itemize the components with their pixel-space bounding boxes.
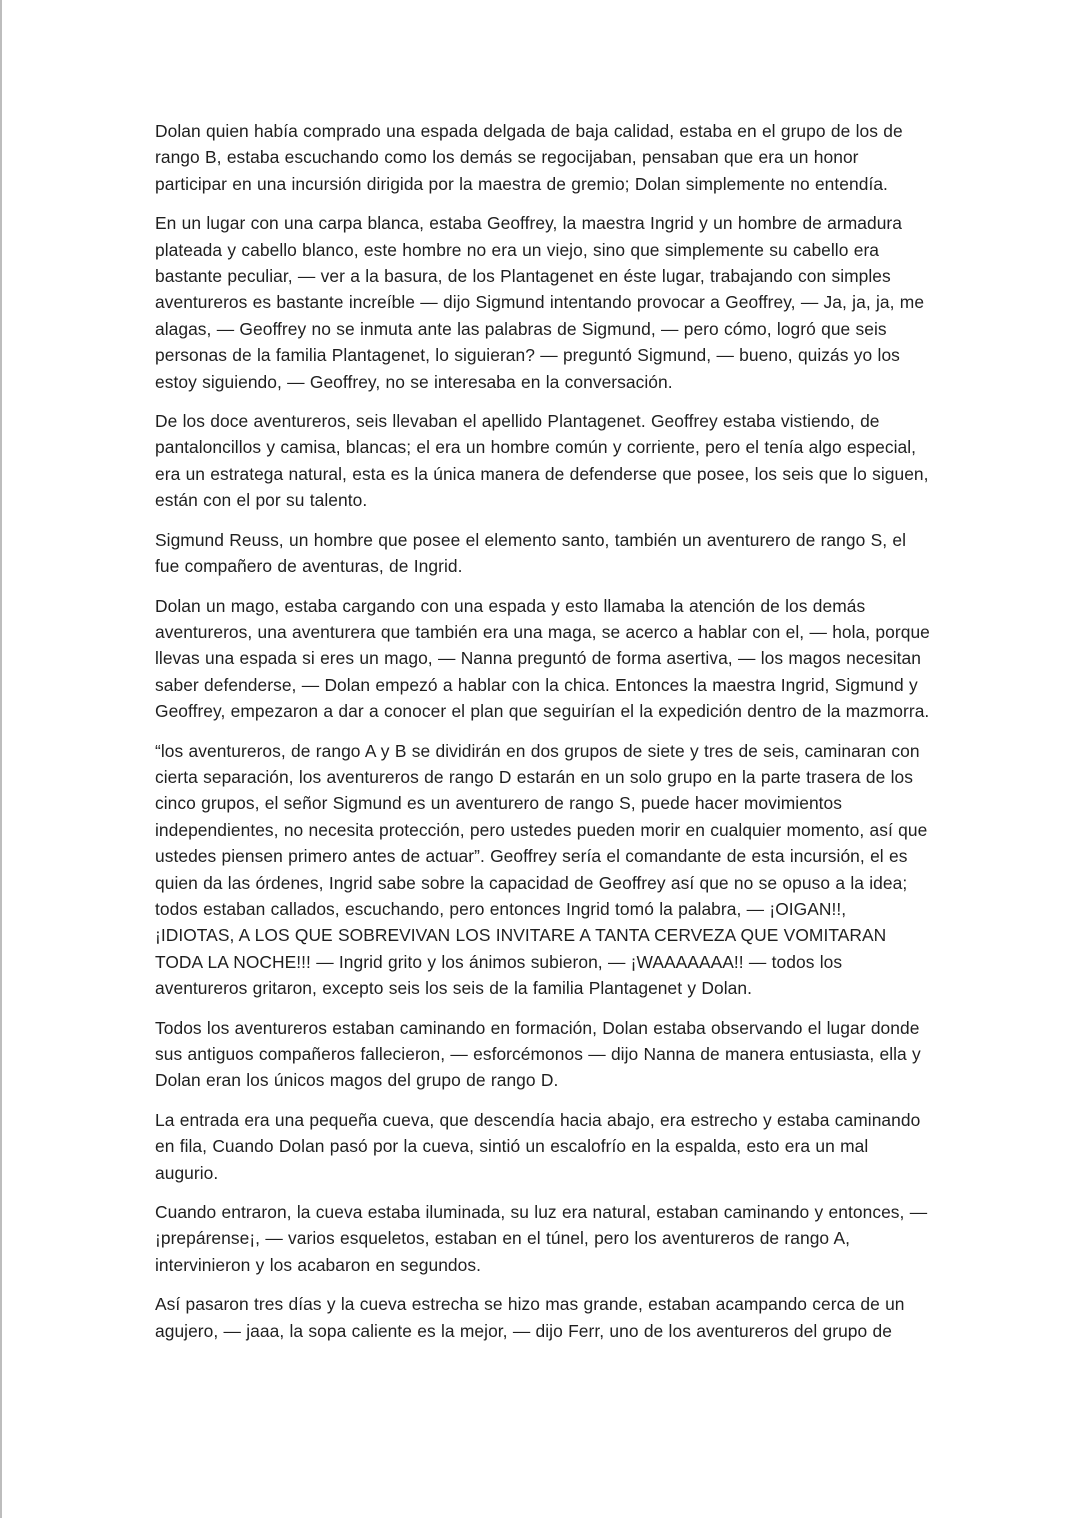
paragraph-5: Dolan un mago, estaba cargando con una espada y esto llamaba la atención de los demás aventureros, una aventurera que también era una maga, se acerco a hablar con el, — hola, porque llevas una espada si eres un mago, — Nanna preguntó de forma asertiva, — los magos necesitan saber defenderse, — Dolan empezó a hablar con la chica. Entonces la maestra Ingrid, Sigmund y Geoffrey, empezaron a dar a conocer el plan que seguirían el la expedición dentro de la mazmorra. <box>155 595 930 722</box>
paragraph-6: “los aventureros, de rango A y B se dividirán en dos grupos de siete y tres de seis, caminaran con cierta separación, los aventureros de rango D estarán en un solo grupo en la parte trasera de los cinco grupos, el señor Sigmund es un aventurero de rango S, puede hacer movimientos independientes, no necesita protección, pero ustedes pueden morir en cualquier momento, así que ustedes piensen primero antes de actuar”. Geoffrey sería el comandante de esta incursión, el es quien da las órdenes, Ingrid sabe sobre la capacidad de Geoffrey así que no se opuso a la idea; todos estaban callados, escuchando, pero entonces Ingrid tomó la palabra, — ¡OIGAN!!, ¡IDIOTAS, A LOS QUE SOBREVIVAN LOS INVITARE A TANTA CERVEZA QUE VOMITARAN TODA LA NOCHE!!! — Ingrid grito y los ánimos subieron, — ¡WAAAAAAA!! — todos los aventureros gritaron, excepto seis los seis de la familia Plantagenet y Dolan. <box>155 740 928 999</box>
paragraph-2: En un lugar con una carpa blanca, estaba Geoffrey, la maestra Ingrid y un hombre de armadura plateada y cabello blanco, este hombre no era un viejo, sino que simplemente su cabello era bastante peculiar, — ver a la basura, de los Plantagenet en éste lugar, trabajando con simples aventureros es bastante increíble — dijo Sigmund intentando provocar a Geoffrey, — Ja, ja, ja, me alagas, — Geoffrey no se inmuta ante las palabras de Sigmund, — pero cómo, logró que seis personas de la familia Plantagenet, lo siguieran? — preguntó Sigmund, — bueno, quizás yo los estoy siguiendo, — Geoffrey, no se interesaba en la conversación. <box>155 213 925 392</box>
paragraph-10: Así pasaron tres días y la cueva estrecha se hizo mas grande, estaban acampando cerca de un agujero, — jaaa, la sopa caliente es la mejor, — dijo Ferr, uno de los aventureros del grupo de <box>155 1294 905 1341</box>
document-body <box>155 118 930 1357</box>
paragraph-4: Sigmund Reuss, un hombre que posee el elemento santo, también un aventurero de rango S, el fue compañero de aventuras, de Ingrid. <box>155 529 907 577</box>
paragraph-7: Todos los aventureros estaban caminando en formación, Dolan estaba observando el lugar donde sus antiguos compañeros fallecieron, — esforcémonos — dijo Nanna de manera entusiasta, ella y Dolan eran los únicos magos del grupo de rango D. <box>155 1017 921 1091</box>
paragraph-9: Cuando entraron, la cueva estaba iluminada, su luz era natural, estaban caminando y entonces, —¡prepárense¡, — varios esqueletos, estaban en el túnel, pero los aventureros de rango A, intervinieron y los acabaron en segundos. <box>155 1202 928 1275</box>
paragraph-1: Dolan quien había comprado una espada delgada de baja calidad, estaba en el grupo de los de rango B, estaba escuchando como los demás se regocijaban, pensaban que era un honor participar en una incursión dirigida por la maestra de gremio; Dolan simplemente no entendía. <box>155 121 903 194</box>
paragraph-8: La entrada era una pequeña cueva, que descendía hacia abajo, era estrecho y estaba caminando en fila, Cuando Dolan pasó por la cueva, sintió un escalofrío en la espalda, esto era un mal augurio. <box>155 1109 921 1183</box>
paragraph-3: De los doce aventureros, seis llevaban el apellido Plantagenet. Geoffrey estaba vistiendo, de pantaloncillos y camisa, blancas; el era un hombre común y corriente, pero el tenía algo especial, era un estratega natural, esta es la única manera de defenderse que posee, los seis que lo siguen, están con el por su talento. <box>155 411 929 511</box>
page-edge-divider <box>0 0 2 1518</box>
